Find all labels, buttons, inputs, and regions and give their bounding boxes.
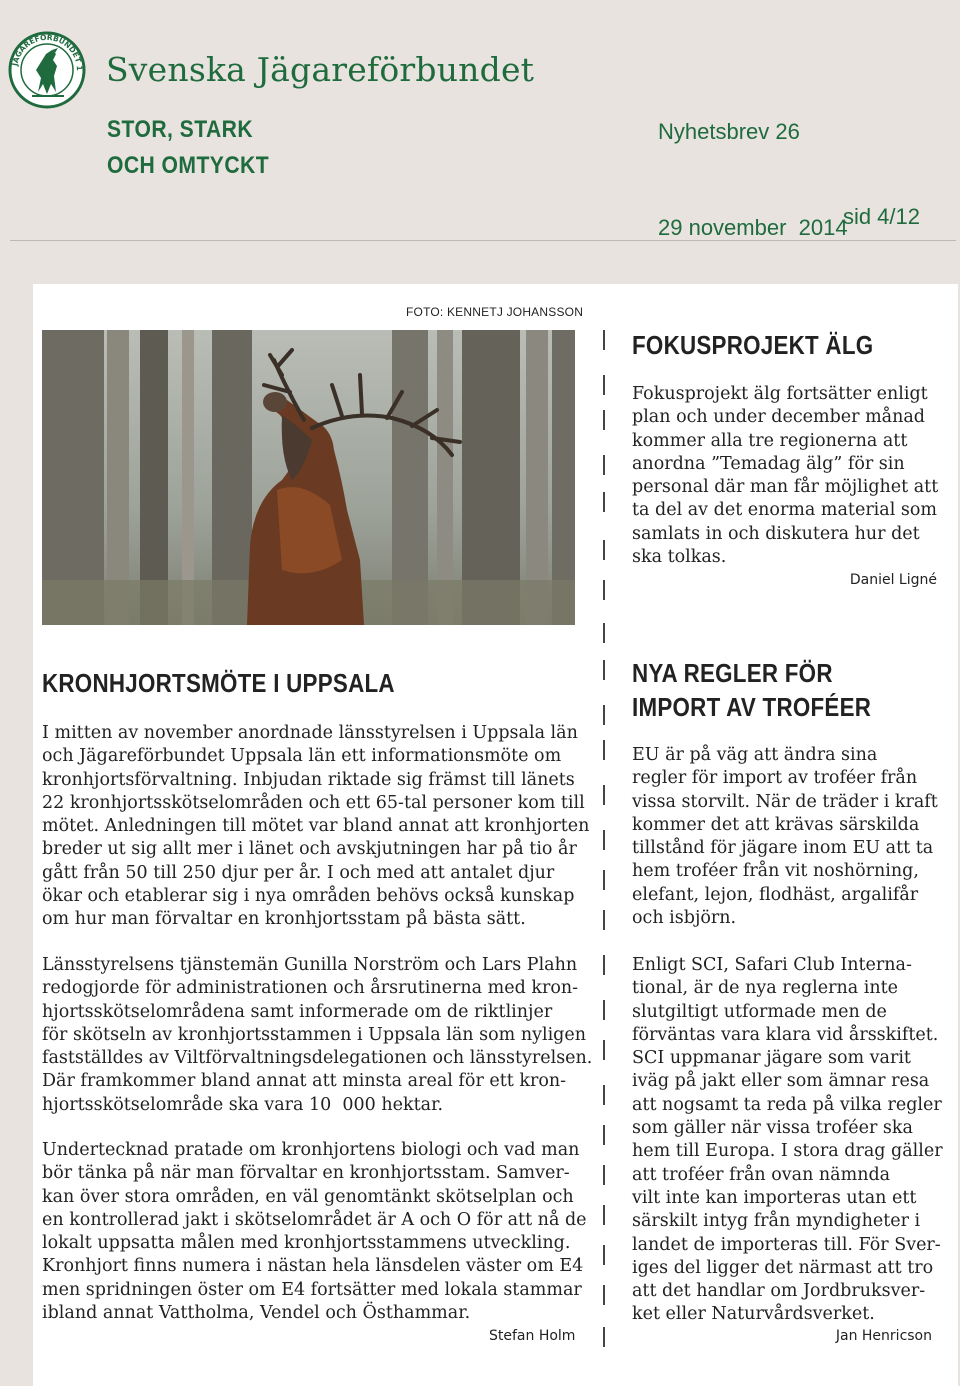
article-body: Fokusprojekt älg fortsätter enligt plan och under december månad kommer alla tre regionerna att anordna ”Temadag älg” för sin personal där man får möjlighet att ta del av det enorma material som samlats in och diskutera hur det ska tolkas. — [632, 384, 939, 568]
svg-text:JÄGAREFÖRBUNDET 1830: JÄGAREFÖRBUNDET 1 — [10, 32, 85, 72]
article-paragraph: I mitten av november anordnade länsstyrelsen i Uppsala län och Jägareförbundet Uppsala län ett informationsmöte om kronhjortsförvaltning. Inbjudan riktade sig främst till länets 22 kronhjortsskötselområden och ett 65-tal personer kom till mötet. Anledningen till mötet var bland annat att kronhjorten breder ut sig allt mer i länet och avskjutningen har på tio år gått från 50 till 250 djur per år. I och med att antalet djur ökar och etablerar sig i nya områden behövs också kunskap om hur man förvaltar en kronhjortsstam på bästa sätt. — [42, 723, 590, 930]
article-title: KRONHJORTSMÖTE I UPPSALA — [42, 668, 395, 698]
column-separator — [603, 740, 605, 760]
tagline-line: OCH OMTYCKT — [107, 152, 270, 179]
column-separator — [603, 1205, 605, 1225]
column-separator — [603, 1125, 605, 1145]
column-separator — [603, 870, 605, 890]
article-paragraph: EU är på väg att ändra sina regler för import av troféer från vissa storvilt. När de träder i kraft kommer det att krävas särskilda tillstånd för jägare inom EU att ta hem troféer från vit noshörning, elefant, lejon, flodhäst, argalifår och isbjörn. — [632, 745, 938, 929]
article-title: FOKUSPROJEKT ÄLG — [632, 330, 874, 360]
article-title-line: IMPORT AV TROFÉER — [632, 692, 872, 722]
column-separator — [603, 492, 605, 512]
tagline — [107, 112, 269, 184]
column-separator — [603, 785, 605, 805]
article-paragraph: Enligt SCI, Safari Club Interna- tional, är de nya reglerna inte slutgiltigt utformade men de förväntas vara klara vid årsskiftet. SCI uppmanar jägare som varit iväg på jakt eller som ämnar resa att nogsamt ta reda på vilka regler som gäller när vissa troféer ska hem till Europa. I stora drag gäller att troféer från ovan nämnda vilt inte kan importeras utan ett särskilt intyg från myndigheter i landet de importeras till. För Sver- iges del ligger det närmast att tro att det handlar om Jordbruksver- ket eller Naturvårdsverket. — [632, 955, 943, 1325]
article-title — [632, 656, 871, 724]
org-name: Svenska Jägareförbundet — [106, 50, 535, 89]
column-separator — [603, 580, 605, 600]
page-number: sid 4/12 — [842, 204, 920, 229]
column-separator — [603, 330, 605, 350]
newsletter-number: Nyhetsbrev 26 — [658, 119, 800, 144]
column-separator — [603, 540, 605, 560]
column-separator — [603, 830, 605, 850]
red-deer-photo — [42, 330, 575, 625]
column-separator — [603, 955, 605, 975]
article-title-line: NYA REGLER FÖR — [632, 658, 833, 688]
article-paragraph: Länsstyrelsens tjänstemän Gunilla Norström och Lars Plahn redogjorde för administrationen och årsrutinerna med kron- hjortsskötselområdena samt informerade om de riktlinjer för skötseln av kronhjortsstammen i Uppsala län som nyligen fastställdes av Viltförvaltningsdelegationen och länsstyrelsen. Där framkommer bland annat att minsta areal för ett kron- hjortsskötselområde ska vara 10 000 hektar. — [42, 955, 593, 1115]
photo-credit: FOTO: KENNETJ JOHANSSON — [406, 305, 584, 319]
column-separator — [603, 455, 605, 475]
article-author: Stefan Holm — [489, 1328, 576, 1344]
column-separator — [603, 705, 605, 725]
tagline-line: STOR, STARK — [107, 116, 254, 143]
column-separator — [603, 1085, 605, 1105]
column-separator — [603, 375, 605, 395]
column-separator — [603, 910, 605, 930]
column-separator — [603, 1285, 605, 1305]
column-separator — [603, 410, 605, 430]
column-separator — [603, 660, 605, 680]
issue-info — [658, 52, 848, 276]
header-divider — [10, 240, 956, 241]
article-paragraph: Undertecknad pratade om kronhjortens biologi och vad man bör tänka på när man förvaltar en kronhjortsstam. Samver- kan över stora områden, en väl genomtänkt skötselplan och en kontrollerad jakt i skötselområdet är A och O för att nå de lokalt uppsatta målen med kronhjortsstammens utveckling. Kronhjort finns numera i nästan hela länsdelen väster om E4 men spridningen öster om E4 fortsätter med lokala stammar ibland annat Vattholma, Vendel och Östhammar. — [42, 1140, 587, 1324]
column-separator — [603, 1245, 605, 1265]
column-separator — [603, 1000, 605, 1020]
issue-date: 29 november 2014 — [658, 215, 848, 240]
eagle-emblem-icon — [8, 26, 86, 114]
article-author: Daniel Ligné — [849, 572, 937, 588]
column-separator — [603, 1327, 605, 1347]
column-separator — [603, 623, 605, 643]
article-author: Jan Henricson — [835, 1328, 932, 1344]
column-separator — [603, 1165, 605, 1185]
column-separator — [603, 1040, 605, 1060]
org-logo — [8, 26, 86, 114]
